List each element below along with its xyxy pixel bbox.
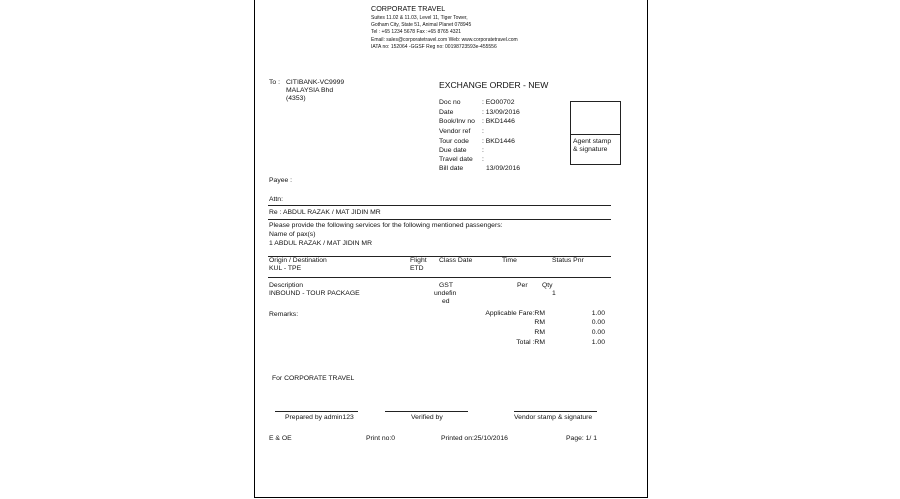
fare-value-total: 1.00 <box>591 339 605 346</box>
field-travel-date-label: Travel date <box>439 156 473 163</box>
flight-header-time: Time <box>502 257 517 264</box>
to-line-3: (4353) <box>286 95 306 102</box>
attn-divider <box>268 205 611 206</box>
payee-label: Payee : <box>269 177 293 184</box>
footer-page: Page: 1/ 1 <box>566 435 597 442</box>
fare-value-3: 0.00 <box>591 329 605 336</box>
flight-header-origin: Origin / Destination <box>269 257 327 264</box>
pax-line: 1 ABDUL RAZAK / MAT JIDIN MR <box>269 240 372 247</box>
flight-header-class-date: Class Date <box>439 257 473 264</box>
desc-row-gst-2: ed <box>442 298 450 305</box>
flight-row-flight: ETD <box>410 265 424 272</box>
stamp-box-label-2: & signature <box>573 146 608 153</box>
field-book-inv-label: Book/Inv no <box>439 118 475 125</box>
company-name: CORPORATE TRAVEL <box>371 4 446 13</box>
verified-by: Verified by <box>411 414 443 421</box>
field-due-date-label: Due date <box>439 147 467 154</box>
desc-row-gst-1: undefin <box>434 290 457 297</box>
stamp-box-divider <box>570 134 620 135</box>
field-travel-date-value: : <box>482 156 484 163</box>
desc-header-description: Description <box>269 282 303 289</box>
company-tel-fax: Tel : +65 1234 5678 Fax :+65 8765 4321 <box>371 29 462 35</box>
vendor-stamp-signature: Vendor stamp & signature <box>514 414 593 421</box>
re-divider <box>268 219 611 220</box>
verified-signature-line <box>385 411 468 412</box>
field-vendor-ref-value: : <box>482 128 484 135</box>
intro-text: Please provide the following services for the following mentioned passengers: <box>269 222 503 229</box>
to-line-1: CITIBANK-VC9999 <box>286 79 345 86</box>
fare-value-2: 0.00 <box>591 319 605 326</box>
vendor-signature-line <box>514 411 597 412</box>
attn-label: Attn: <box>269 196 283 203</box>
field-vendor-ref-label: Vendor ref <box>439 128 471 135</box>
re-line: Re : ABDUL RAZAK / MAT JIDIN MR <box>269 209 381 216</box>
to-label: To : <box>269 79 280 86</box>
agent-stamp-box <box>570 101 621 165</box>
stamp-box-label-1: Agent stamp <box>573 138 612 145</box>
flight-header-flight: Flight <box>410 257 427 264</box>
desc-header-per: Per <box>517 282 528 289</box>
company-address-line-1: Suites 11.02 & 11.03, Level 11, Tiger Tower, <box>371 15 468 21</box>
field-due-date-value: : <box>482 147 484 154</box>
desc-row-qty: 1 <box>552 290 556 297</box>
field-doc-no-value: : EO00702 <box>482 99 515 106</box>
company-email-web: Email: sales@corporatetravel.com Web: www.corporatetravel.com <box>371 37 518 43</box>
fare-label-applicable: Applicable Fare:RM <box>485 310 545 317</box>
field-bill-date-value: 13/09/2016 <box>486 165 521 172</box>
flight-table-bottom-line <box>268 277 611 278</box>
field-date-value: : 13/09/2016 <box>482 109 520 116</box>
desc-header-qty: Qty <box>542 282 553 289</box>
prepared-signature-line <box>275 411 358 412</box>
field-tour-code-label: Tour code <box>439 138 469 145</box>
flight-header-status-pnr: Status Pnr <box>552 257 584 264</box>
remarks-label: Remarks: <box>269 311 299 318</box>
pax-label: Name of pax(s) <box>269 231 316 238</box>
company-address-line-2: Gotham City, State 51, Animal Planet 078945 <box>371 22 472 28</box>
field-tour-code-value: : BKD1446 <box>482 138 515 145</box>
field-doc-no-label: Doc no <box>439 99 461 106</box>
field-date-label: Date <box>439 109 454 116</box>
footer-print-no: Print no:0 <box>366 435 396 442</box>
field-bill-date-label: Bill date <box>439 165 464 172</box>
for-company: For CORPORATE TRAVEL <box>272 375 355 382</box>
footer-printed-on: Printed on:25/10/2016 <box>441 435 508 442</box>
footer-eoe: E & OE <box>269 435 292 442</box>
field-book-inv-value: : BKD1446 <box>482 118 515 125</box>
fare-value-applicable: 1.00 <box>591 310 605 317</box>
fare-label-3: RM <box>534 329 545 336</box>
document-title: EXCHANGE ORDER - NEW <box>439 80 549 90</box>
desc-header-gst: GST <box>439 282 453 289</box>
to-line-2: MALAYSIA Bhd <box>286 87 334 94</box>
flight-row-origin: KUL - TPE <box>269 265 302 272</box>
fare-label-total: Total :RM <box>516 339 545 346</box>
fare-label-2: RM <box>534 319 545 326</box>
prepared-by: Prepared by admin123 <box>285 414 354 421</box>
exchange-order-document <box>254 0 648 498</box>
company-iata: IATA no: 152064 -GGSF Reg no: 00198723593e-455556 <box>371 44 497 50</box>
desc-row-description: INBOUND - TOUR PACKAGE <box>269 290 360 297</box>
